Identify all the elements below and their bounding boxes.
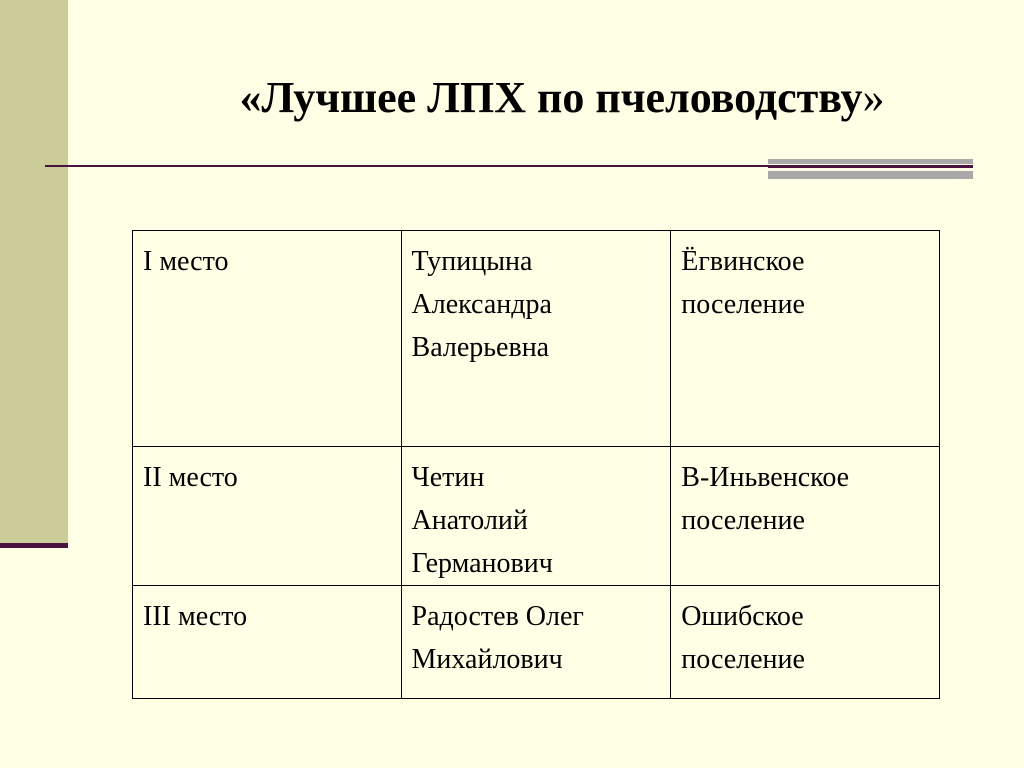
- settlement-line: Ошибское: [681, 601, 804, 632]
- winner-name-line: Михайлович: [411, 644, 563, 675]
- winner-name-cell: [401, 586, 671, 699]
- side-decor-bar-foot: [0, 543, 68, 548]
- results-table: [132, 230, 940, 699]
- settlement-line: поселение: [681, 505, 805, 536]
- winner-name-cell: [401, 231, 671, 447]
- settlement-cell: [671, 586, 940, 699]
- table-row: [133, 447, 940, 586]
- place-label: II место: [143, 462, 238, 493]
- place-label: III место: [143, 601, 248, 632]
- table-row: [133, 586, 940, 699]
- winner-name-line: Анатолий: [411, 505, 528, 536]
- winner-name-line: Тупицына: [411, 246, 533, 277]
- slide-title-main: «Лучшее ЛПХ по пчеловодству: [239, 73, 863, 122]
- winner-name-line: Четин: [411, 462, 485, 493]
- place-cell: [133, 231, 402, 447]
- title-divider: [45, 165, 770, 167]
- settlement-line: Ёгвинское: [681, 246, 805, 277]
- place-label: I место: [143, 246, 229, 277]
- winner-name-line: Валерьевна: [411, 332, 550, 363]
- winner-name-line: Александра: [411, 289, 552, 320]
- winner-name-cell: [401, 447, 671, 586]
- side-decor-bar: [0, 0, 68, 543]
- settlement-cell: [671, 231, 940, 447]
- winner-name-line: Германович: [411, 548, 553, 579]
- table-row: [133, 231, 940, 447]
- winner-name-line: Радостев Олег: [411, 601, 584, 632]
- settlement-cell: [671, 447, 940, 586]
- place-cell: [133, 586, 402, 699]
- settlement-line: поселение: [681, 289, 805, 320]
- title-divider-accent: [768, 159, 973, 164]
- slide-title-close-quote: »: [862, 73, 885, 122]
- slide-title: [100, 72, 1024, 125]
- title-divider-accent: [768, 171, 973, 179]
- title-divider-accent: [768, 165, 973, 168]
- settlement-line: В-Иньвенское: [681, 462, 850, 493]
- place-cell: [133, 447, 402, 586]
- settlement-line: поселение: [681, 644, 805, 675]
